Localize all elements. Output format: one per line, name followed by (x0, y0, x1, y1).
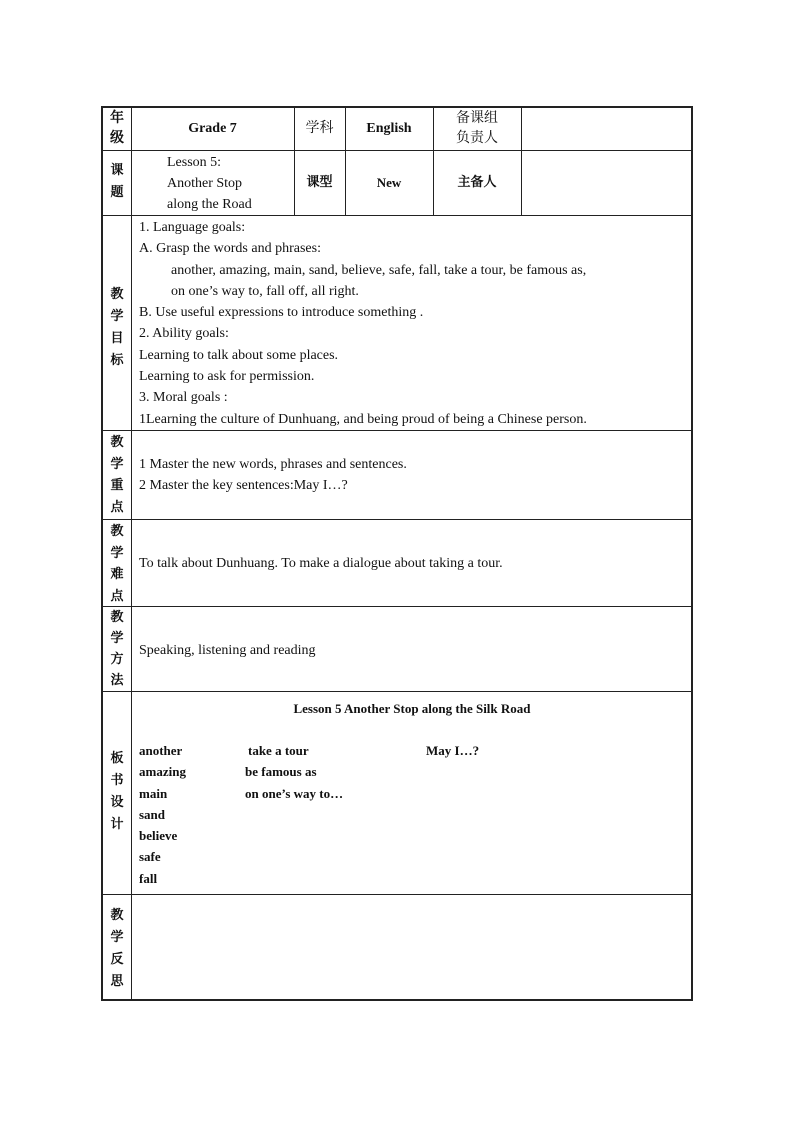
objectives-label: 教 学 目 标 (110, 287, 124, 368)
difficulties-text: To talk about Dunhuang. To make a dialogue about taking a tour. (139, 556, 503, 571)
label-column-divider (131, 106, 132, 1001)
difficulties-label: 教 学 难 点 (110, 524, 124, 604)
board-sentence: May I…? (426, 743, 480, 758)
leader-label: 备课组 负责人 (456, 110, 498, 146)
board-phrases: take a tour be famous as on one’s way to… (245, 743, 344, 801)
board-label: 板 书 设 计 (110, 751, 124, 832)
row-divider (101, 430, 693, 431)
objectives-text: 1. Language goals: A. Grasp the words and phrases: another, amazing, main, sand, believe, safe, fall, take a tour, be famous as, on one’s way to, fall off, all right. B. Use useful expressions to introduce something . 2. Ability goals: Learning to talk about some places. Learning to ask for permission. 3. Moral goals : 1Learning the culture of Dunhuang, and being proud of being a Chinese person. (139, 220, 587, 427)
key-points-text: 1 Master the new words, phrases and sentences. 2 Master the key sentences:May I…? (139, 457, 407, 494)
methods-text: Speaking, listening and reading (139, 643, 316, 658)
lesson-title: Lesson 5: Another Stop along the Road (167, 155, 252, 212)
column-divider (521, 106, 522, 215)
type-value: New (376, 175, 402, 190)
reflection-area (132, 895, 691, 999)
preparer-label: 主备人 (457, 175, 497, 190)
methods-label: 教 学 方 法 (110, 610, 124, 688)
board-title: Lesson 5 Another Stop along the Silk Road (293, 701, 531, 716)
row-divider (101, 606, 693, 607)
subject-label: 学科 (305, 120, 334, 136)
row-divider (101, 691, 693, 692)
row-divider (101, 519, 693, 520)
reflection-label: 教 学 反 思 (110, 908, 124, 989)
grade-label: 年 级 (110, 110, 124, 146)
lesson-label: 课 题 (110, 163, 124, 200)
type-label: 课型 (306, 175, 333, 190)
board-words: another amazing main sand believe safe fall (139, 743, 186, 886)
row-divider (101, 215, 693, 216)
grade-value: Grade 7 (188, 121, 237, 136)
key-points-label: 教 学 重 点 (110, 435, 124, 515)
subject-value: English (366, 121, 412, 136)
row-divider (101, 150, 693, 151)
